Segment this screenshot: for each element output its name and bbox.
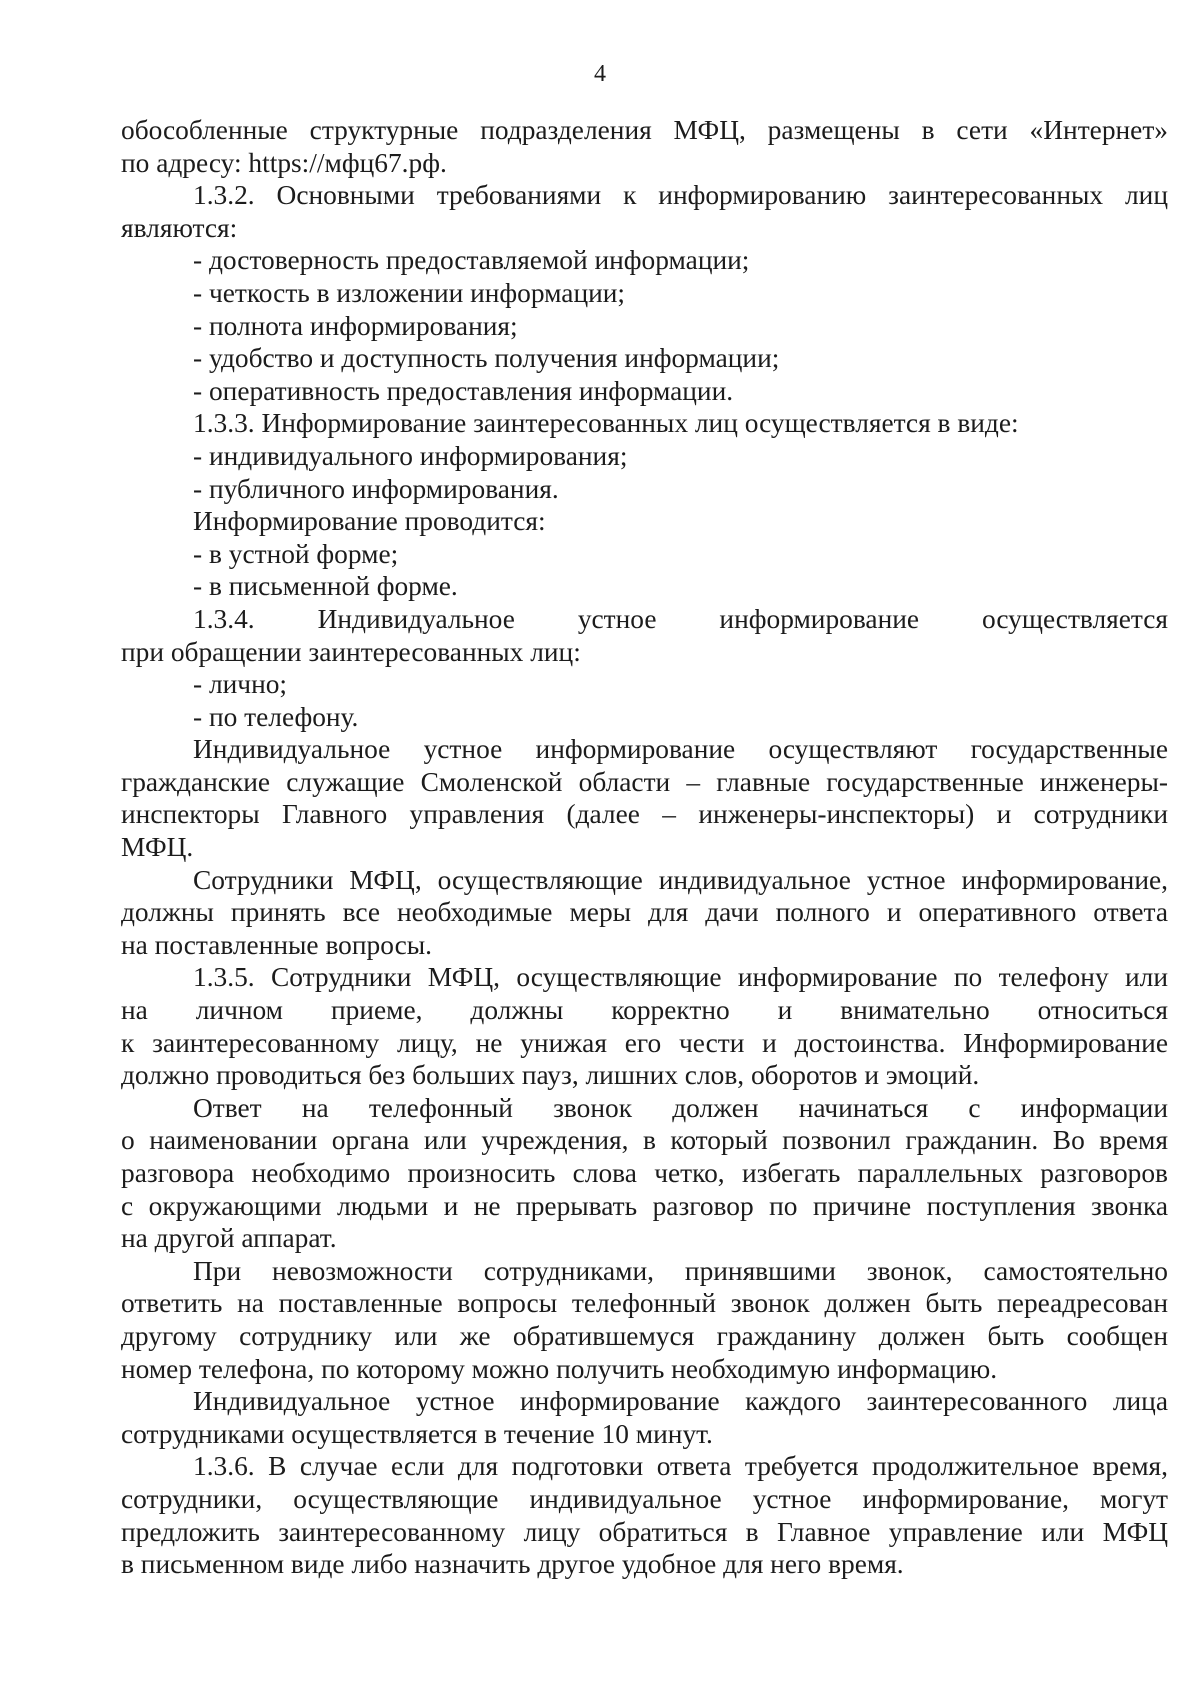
text-line: с окружающими людьми и не прерывать разговор по причине поступления звонка bbox=[121, 1190, 1168, 1221]
text-line: должны принять все необходимые меры для дачи полного и оперативного ответа bbox=[121, 897, 1168, 928]
text-line: Ответ на телефонный звонок должен начинаться с информации bbox=[193, 1092, 1168, 1123]
text-line: - индивидуального информирования; bbox=[193, 440, 628, 471]
text-line: - полнота информирования; bbox=[193, 310, 518, 341]
text-line: - публичного информирования. bbox=[193, 473, 559, 504]
text-line: другому сотруднику или же обратившемуся гражданину должен быть сообщен bbox=[121, 1320, 1168, 1351]
text-line: в письменном виде либо назначить другое удобное для него время. bbox=[121, 1549, 904, 1580]
text-line: на другой аппарат. bbox=[121, 1223, 337, 1254]
text-line: 1.3.6. В случае если для подготовки ответа требуется продолжительное время, bbox=[193, 1451, 1168, 1482]
text-line: сотрудники, осуществляющие индивидуальное устное информирование, могут bbox=[121, 1483, 1168, 1514]
text-line: являются: bbox=[121, 212, 238, 243]
text-line: при обращении заинтересованных лиц: bbox=[121, 636, 581, 667]
text-line: на личном приеме, должны корректно и внимательно относиться bbox=[121, 995, 1168, 1026]
text-line: на поставленные вопросы. bbox=[121, 929, 433, 960]
text-line: - оперативность предоставления информации. bbox=[193, 375, 734, 406]
text-line: Индивидуальное устное информирование осуществляют государственные bbox=[193, 734, 1168, 765]
text-line: Информирование проводится: bbox=[193, 506, 546, 537]
text-line: - лично; bbox=[193, 669, 288, 700]
text-line: - четкость в изложении информации; bbox=[193, 277, 626, 308]
text-line: МФЦ. bbox=[121, 832, 194, 863]
text-line: инспекторы Главного управления (далее – инженеры-инспекторы) и сотрудники bbox=[121, 799, 1168, 830]
document-body bbox=[121, 114, 1168, 1581]
text-line: - в письменной форме. bbox=[193, 571, 458, 602]
text-line: Сотрудники МФЦ, осуществляющие индивидуальное устное информирование, bbox=[193, 864, 1168, 895]
text-line: обособленные структурные подразделения МФЦ, размещены в сети «Интернет» bbox=[121, 115, 1168, 145]
text-line: 1.3.2. Основными требованиями к информированию заинтересованных лиц bbox=[193, 180, 1168, 211]
text-line: 1.3.3. Информирование заинтересованных лиц осуществляется в виде: bbox=[193, 408, 1019, 439]
text-line: - достоверность предоставляемой информации; bbox=[193, 245, 750, 276]
text-line: должно проводиться без больших пауз, лишних слов, оборотов и эмоций. bbox=[121, 1060, 980, 1091]
text-line: гражданские служащие Смоленской области – главные государственные инженеры- bbox=[121, 766, 1168, 797]
text-line: о наименовании органа или учреждения, в который позвонил гражданин. Во время bbox=[121, 1125, 1168, 1156]
text-line: к заинтересованному лицу, не унижая его чести и достоинства. Информирование bbox=[121, 1027, 1168, 1058]
text-line: 1.3.4. Индивидуальное устное информирование осуществляется bbox=[193, 603, 1168, 634]
text-line: - в устной форме; bbox=[193, 538, 399, 569]
text-line: ответить на поставленные вопросы телефонный звонок должен быть переадресован bbox=[121, 1288, 1168, 1319]
text-line: разговора необходимо произносить слова четко, избегать параллельных разговоров bbox=[121, 1158, 1168, 1188]
text-line: номер телефона, по которому можно получить необходимую информацию. bbox=[121, 1353, 998, 1384]
text-line: сотрудниками осуществляется в течение 10 минут. bbox=[121, 1418, 713, 1449]
page-number: 4 bbox=[594, 61, 606, 87]
text-line: Индивидуальное устное информирование каждого заинтересованного лица bbox=[193, 1386, 1168, 1417]
text-line: по адресу: https://мфц67.рф. bbox=[121, 147, 447, 178]
text-line: - по телефону. bbox=[193, 701, 359, 732]
text-line: При невозможности сотрудниками, принявшими звонок, самостоятельно bbox=[193, 1255, 1168, 1286]
text-line: предложить заинтересованному лицу обратиться в Главное управление или МФЦ bbox=[121, 1516, 1168, 1547]
text-line: 1.3.5. Сотрудники МФЦ, осуществляющие информирование по телефону или bbox=[193, 962, 1168, 993]
text-line: - удобство и доступность получения информации; bbox=[193, 343, 780, 374]
